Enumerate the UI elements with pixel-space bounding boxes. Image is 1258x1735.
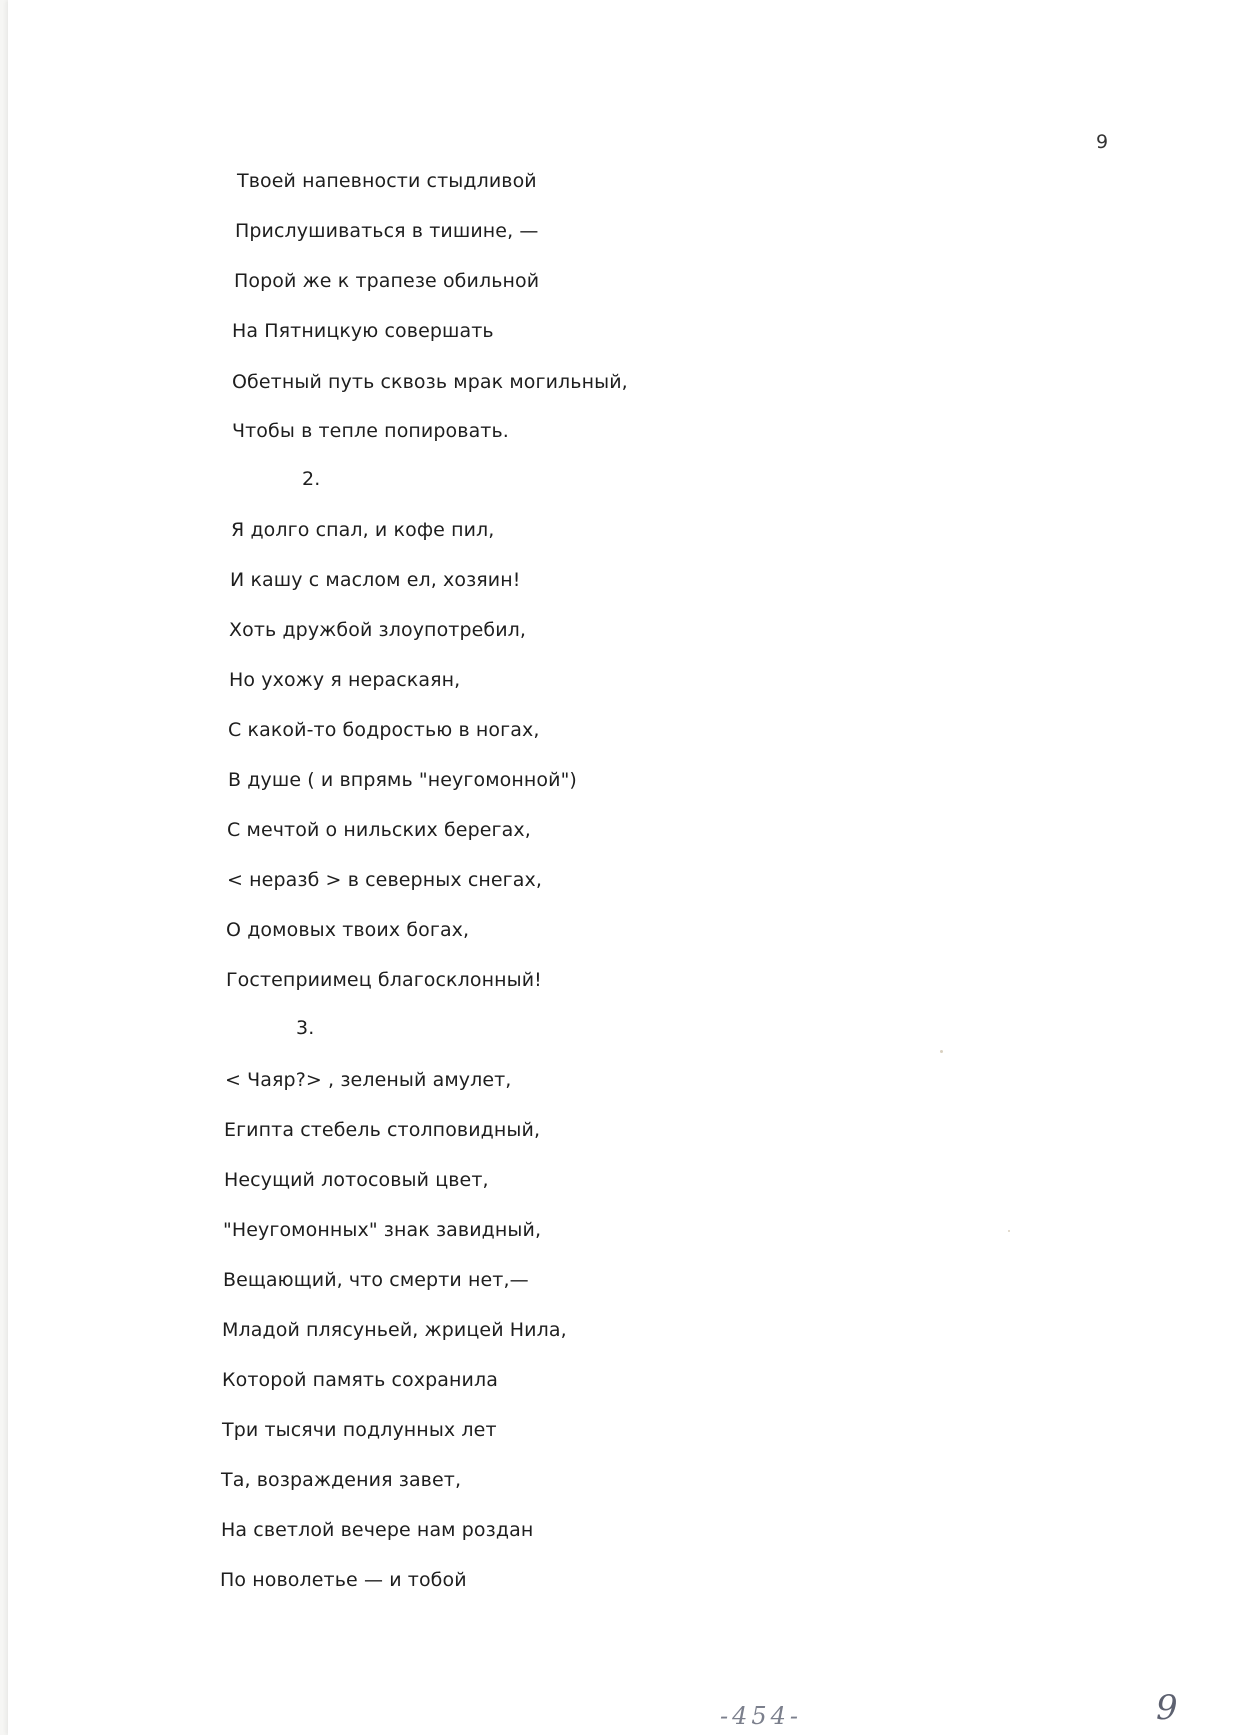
paper-speck [940, 1050, 943, 1053]
poem-line: Три тысячи подлунных лет [222, 1419, 497, 1441]
poem-line: С какой-то бодростью в ногах, [228, 719, 540, 741]
poem-line: На Пятницкую совершать [232, 320, 494, 342]
poem-line: Обетный путь сквозь мрак могильный, [232, 371, 628, 393]
paper-speck [1008, 1230, 1010, 1232]
poem-line: С мечтой о нильских берегах, [227, 819, 531, 841]
poem-line: "Неугомонных" знак завидный, [223, 1219, 542, 1241]
poem-line: В душе ( и впрямь "неугомонной") [228, 769, 577, 791]
poem-line: Несущий лотосовый цвет, [224, 1169, 489, 1191]
poem-line: Прислушиваться в тишине, — [235, 220, 539, 242]
page-number: 9 [1096, 131, 1109, 153]
poem-line: Порой же к трапезе обильной [234, 270, 540, 292]
poem-line: О домовых твоих богах, [226, 919, 470, 941]
poem-line: На светлой вечере нам роздан [221, 1519, 534, 1541]
poem-line: Та, возраждения завет, [221, 1469, 462, 1491]
poem-line: Чтобы в тепле попировать. [232, 420, 509, 442]
poem-line: Хоть дружбой злоупотребил, [229, 619, 527, 641]
poem-line: Вещающий, что смерти нет,— [223, 1269, 529, 1291]
poem-line: Твоей напевности стыдливой [237, 170, 537, 192]
poem-line: Египта стебель столповидный, [224, 1119, 541, 1141]
poem-line: Которой память сохранила [222, 1369, 498, 1391]
handwritten-page-number: 9 [1156, 1688, 1178, 1728]
section-number: 3. [296, 1017, 315, 1039]
section-number: 2. [302, 468, 321, 490]
poem-line: Младой плясуньей, жрицей Нила, [222, 1319, 567, 1341]
document-page [8, 0, 1258, 1735]
poem-line: Но ухожу я нераскаян, [229, 669, 461, 691]
poem-line: < Чаяр?> , зеленый амулет, [225, 1069, 512, 1091]
poem-line: И кашу с маслом ел, хозяин! [230, 569, 521, 591]
poem-line: Я долго спал, и кофе пил, [231, 519, 495, 541]
archive-number: -454- [720, 1702, 803, 1730]
poem-line: Гостеприимец благосклонный! [226, 969, 542, 991]
poem-line: По новолетье — и тобой [220, 1569, 467, 1591]
poem-line: < неразб > в северных снегах, [227, 869, 542, 891]
